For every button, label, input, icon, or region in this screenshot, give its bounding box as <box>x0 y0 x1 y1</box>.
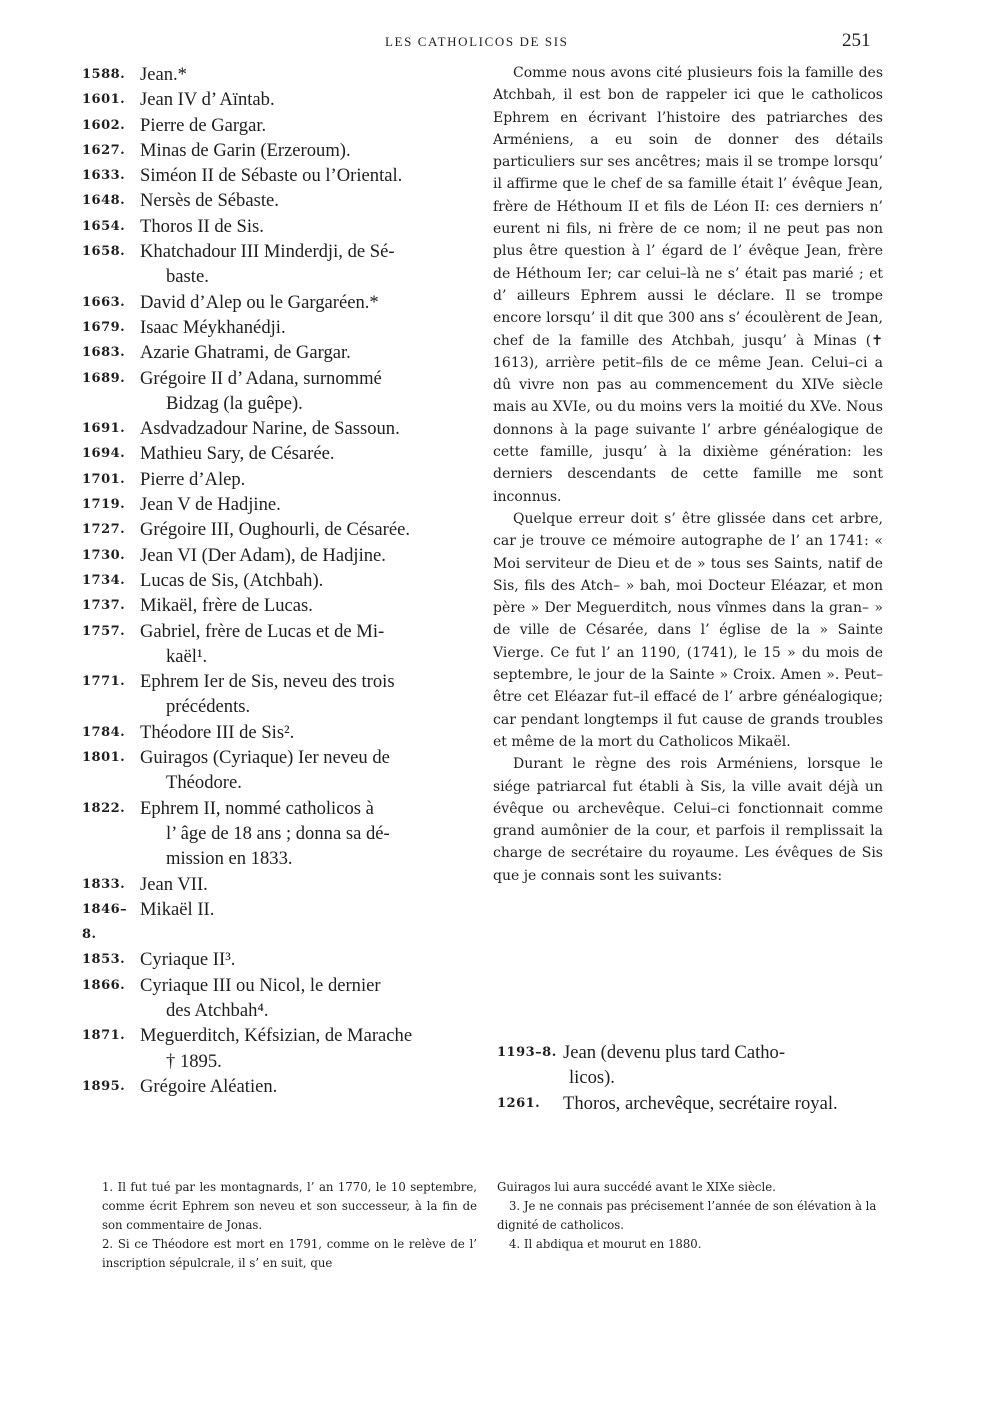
catholicos-entry-year: 1866. <box>82 977 126 993</box>
catholicos-entry-name: Jean V de Hadjine. <box>140 494 281 516</box>
catholicos-entry-year: 1601. <box>82 92 126 108</box>
catholicos-entry-text <box>140 745 477 796</box>
catholicos-entry-year: 1701. <box>82 471 126 487</box>
catholicos-entry-name: Jean.* <box>140 64 187 85</box>
footnote-2-continued: Guiragos lui aura succédé avant le XIXe siècle. <box>497 1180 776 1194</box>
catholicos-entry <box>82 113 477 138</box>
catholicos-entry-text <box>140 340 477 365</box>
catholicos-entry <box>82 441 477 466</box>
catholicos-entry <box>82 87 477 112</box>
catholicos-entry-text <box>140 87 477 112</box>
bishops-list <box>497 1040 889 1116</box>
catholicos-entry-text <box>140 188 477 213</box>
catholicos-entry <box>82 290 477 315</box>
catholicos-entry-text <box>140 619 477 670</box>
catholicos-entry <box>82 543 477 568</box>
catholicos-entry-name: Isaac Méykhanédji. <box>140 316 286 338</box>
catholicos-entry-name: Khatchadour III Minderdji, de Sé- <box>140 241 395 263</box>
catholicos-entry <box>82 467 477 492</box>
page-number: 251 <box>842 30 871 51</box>
catholicos-entry <box>82 366 477 417</box>
catholicos-list <box>82 62 477 1099</box>
catholicos-entry <box>82 1074 477 1099</box>
catholicos-entry-year: 1719. <box>82 497 126 513</box>
catholicos-entry-year: 1689. <box>82 370 126 386</box>
catholicos-entry-text <box>140 1023 477 1074</box>
catholicos-entry-text <box>140 138 477 163</box>
catholicos-entry <box>82 517 477 542</box>
catholicos-entry-name: Pierre d’Alep. <box>140 468 246 490</box>
catholicos-entry-name: Meguerditch, Kéfsizian, de Marache <box>140 1025 413 1047</box>
catholicos-entry-text <box>140 62 477 87</box>
catholicos-entry <box>82 138 477 163</box>
catholicos-entry-text <box>140 568 477 593</box>
catholicos-entry-name: Jean IV d’ Aïntab. <box>140 89 275 111</box>
paragraph-bishops-intro: Durant le règne des rois Arméniens, lorsque le siége patriarcal fut établi à Sis, la ville avait déjà un évêque ou archevêque. Celui–ci fonctionnait comme grand aumônier de la cour, et parfois il remplissait la charge de secrétaire du royaume. Les évêques de Sis que je connais sont les suivants: <box>493 756 883 884</box>
catholicos-entry <box>82 416 477 441</box>
bishop-entry <box>497 1091 889 1116</box>
catholicos-entry-text <box>140 315 477 340</box>
catholicos-entry-continuation: Théodore. <box>166 772 242 794</box>
catholicos-entry-year: 1822. <box>82 800 126 816</box>
catholicos-entry-year: 1771. <box>82 674 126 690</box>
catholicos-entry <box>82 315 477 340</box>
catholicos-entry <box>82 188 477 213</box>
catholicos-entry-name: Azarie Ghatrami, de Gargar. <box>140 342 351 364</box>
footnotes-left <box>102 1178 477 1273</box>
catholicos-entry-year: 1801. <box>82 750 126 766</box>
catholicos-entry-continuation: des Atchbah⁴. <box>166 999 269 1021</box>
catholicos-entry-name: Gabriel, frère de Lucas et de Mi- <box>140 620 385 642</box>
catholicos-entry-year: 1679. <box>82 319 126 335</box>
catholicos-entry <box>82 745 477 796</box>
catholicos-entry-name: Lucas de Sis, (Atchbah). <box>140 569 324 591</box>
catholicos-entry-text <box>140 492 477 517</box>
catholicos-entry-text <box>140 543 477 568</box>
bishop-entry <box>497 1040 889 1091</box>
catholicos-entry-name: Ephrem Ier de Sis, neveu des trois <box>140 671 395 693</box>
catholicos-entry-name: Grégoire III, Oughourli, de Césarée. <box>140 519 411 541</box>
catholicos-entry-year: 1833. <box>82 876 126 892</box>
catholicos-entry-name: Cyriaque II³. <box>140 949 236 971</box>
catholicos-entry-text <box>140 517 477 542</box>
catholicos-entry-text <box>140 467 477 492</box>
catholicos-entry-name: Jean VII. <box>140 873 208 895</box>
catholicos-entry-name: Pierre de Gargar. <box>140 114 267 136</box>
bishop-entry-year: 1193–8. <box>497 1045 557 1060</box>
catholicos-entry <box>82 973 477 1024</box>
page-header <box>0 30 1000 54</box>
catholicos-entry-year: 1694. <box>82 446 126 462</box>
catholicos-entry-year: 1846–8. <box>82 901 128 943</box>
catholicos-entry-year: 1784. <box>82 724 126 740</box>
catholicos-entry-year: 1633. <box>82 168 126 184</box>
catholicos-entry-text <box>140 214 477 239</box>
catholicos-entry-continuation: † 1895. <box>166 1050 222 1072</box>
catholicos-entry <box>82 947 477 972</box>
catholicos-entry-name: Ephrem II, nommé catholicos à <box>140 797 374 819</box>
catholicos-entry <box>82 239 477 290</box>
catholicos-entry-continuation: précédents. <box>166 696 251 718</box>
catholicos-entry <box>82 669 477 720</box>
catholicos-entry-name: Mikaël, frère de Lucas. <box>140 595 313 617</box>
catholicos-entry-name: Thoros II de Sis. <box>140 215 264 237</box>
catholicos-entry-name: David d’Alep ou le Gargaréen.* <box>140 291 379 313</box>
catholicos-entry-name: Grégoire Aléatien. <box>140 1075 278 1097</box>
catholicos-entry <box>82 568 477 593</box>
catholicos-entry-text <box>140 366 477 417</box>
catholicos-entry-year: 1730. <box>82 547 126 563</box>
catholicos-entry-year: 1895. <box>82 1078 126 1094</box>
catholicos-entry-text <box>140 163 477 188</box>
catholicos-entry-text <box>140 973 477 1024</box>
catholicos-entry-year: 1737. <box>82 598 126 614</box>
catholicos-entry-continuation: l’ âge de 18 ans ; donna sa dé- <box>166 822 390 844</box>
catholicos-entry <box>82 1023 477 1074</box>
catholicos-entry <box>82 62 477 87</box>
catholicos-entry-name: Jean VI (Der Adam), de Hadjine. <box>140 544 386 566</box>
footnote-1: 1. Il fut tué par les montagnards, l’ an 1770, le 10 septembre, comme écrit Ephrem son neveu et son successeur, à la fin de son commentaire de Jonas. <box>102 1180 477 1232</box>
catholicos-entry-text <box>140 872 477 897</box>
catholicos-entry <box>82 492 477 517</box>
catholicos-entry-text <box>140 239 477 290</box>
bishop-entry-text <box>563 1040 889 1091</box>
catholicos-entry-text <box>140 1074 477 1099</box>
footnote-2: 2. Si ce Théodore est mort en 1791, comme on le relève de l’ inscription sépulcrale, il s’ en suit, que <box>102 1237 477 1270</box>
catholicos-entry-year: 1691. <box>82 421 126 437</box>
catholicos-entry-year: 1648. <box>82 193 126 209</box>
catholicos-entry-name: Théodore III de Sis². <box>140 721 295 743</box>
bishop-entry-year: 1261. <box>497 1095 541 1111</box>
catholicos-entry <box>82 796 477 872</box>
bishop-entry-name: Jean (devenu plus tard Catho- <box>563 1042 786 1063</box>
footnote-3: 3. Je ne connais pas précisement l’année de son élévation à la dignité de catholicos. <box>497 1199 877 1232</box>
catholicos-entry-text <box>140 593 477 618</box>
catholicos-entry-year: 1871. <box>82 1028 126 1044</box>
catholicos-entry-year: 1654. <box>82 218 126 234</box>
catholicos-entry-text <box>140 113 477 138</box>
commentary-column <box>493 62 883 887</box>
catholicos-entry-name: Guiragos (Cyriaque) Ier neveu de <box>140 747 390 769</box>
catholicos-entry-continuation: mission en 1833. <box>166 848 293 870</box>
catholicos-entry-year: 1734. <box>82 572 126 588</box>
catholicos-entry-year: 1853. <box>82 952 126 968</box>
catholicos-entry-name: Siméon II de Sébaste ou l’Oriental. <box>140 165 403 187</box>
catholicos-entry <box>82 872 477 897</box>
bishop-entry-name: Thoros, archevêque, secrétaire royal. <box>563 1092 838 1114</box>
catholicos-entry-text <box>140 290 477 315</box>
catholicos-entry-name: Cyriaque III ou Nicol, le dernier <box>140 974 381 996</box>
catholicos-entry-name: Grégoire II d’ Adana, surnommé <box>140 367 382 389</box>
catholicos-entry-text <box>140 441 477 466</box>
catholicos-entry-name: Asdvadzadour Narine, de Sassoun. <box>140 418 400 440</box>
catholicos-entry-year: 1602. <box>82 117 126 133</box>
catholicos-entry-continuation: Bidzag (la guêpe). <box>166 392 303 414</box>
catholicos-entry-year: 1627. <box>82 142 126 158</box>
catholicos-entry-year: 1683. <box>82 345 126 361</box>
footnote-4: 4. Il abdiqua et mourut en 1880. <box>509 1237 702 1251</box>
catholicos-entry-text <box>140 416 477 441</box>
catholicos-entry-year: 1658. <box>82 244 126 260</box>
catholicos-entry-year: 1663. <box>82 294 126 310</box>
catholicos-entry-name: Mikaël II. <box>140 898 215 920</box>
paragraph-atchbah-family: Comme nous avons cité plusieurs fois la famille des Atchbah, il est bon de rappeler ici que le catholicos Ephrem en écrivant l’histoire des patriarches des Arméniens, a eu soin de donner des détails particuliers sur ses ancêtres; mais il se trompe lorsqu’ il affirme que le chef de sa famille était l’ évêque Jean, frère de Héthoum II et fils de Léon II: ces derniers n’ eurent ni fils, ni frère de ce nom; il ne peut pas non plus être question à l’ égard de l’ évêque Jean, frère de Héthoum Ier; car celui–là ne s’ était pas marié ; et d’ ailleurs Ephrem aussi le déclare. Il se trompe encore lorsqu’ il dit que 300 ans s’ écoulèrent de Jean, chef de la famille des Atchbah, jusqu’ à Minas (✝ 1613), arrière petit–fils de ce même Jean. Celui–ci a dû vivre non pas au commencement du XIVe siècle mais au XVIe, ou du moins vers la moitié du XVe. Nous donnons à la page suivante l’ arbre généalogique de cette famille, jusqu’ à la dixième génération: les derniers descendants de cette famille me sont inconnus. <box>493 65 883 505</box>
catholicos-entry-text <box>140 796 477 872</box>
catholicos-entry-year: 1588. <box>82 67 126 82</box>
bishop-entry-text <box>563 1091 889 1116</box>
catholicos-entry <box>82 720 477 745</box>
catholicos-entry-text <box>140 669 477 720</box>
catholicos-entry-year: 1727. <box>82 522 126 538</box>
bishop-entry-continuation: licos). <box>569 1067 615 1089</box>
catholicos-entry <box>82 163 477 188</box>
catholicos-entry-text <box>140 720 477 745</box>
catholicos-entry-name: Minas de Garin (Erzeroum). <box>140 139 351 161</box>
catholicos-entry-name: Mathieu Sary, de Césarée. <box>140 443 335 465</box>
catholicos-entry-year: 1757. <box>82 623 126 639</box>
catholicos-entry-continuation: baste. <box>166 266 209 288</box>
running-title: LES CATHOLICOS DE SIS <box>385 34 569 49</box>
catholicos-entry <box>82 619 477 670</box>
paragraph-eleazar-memoir: Quelque erreur doit s’ être glissée dans cet arbre, car je trouve ce mémoire autographe de l’ an 1741: « Moi serviteur de Dieu et de » tous ses Saints, natif de Sis, fils des Atch– » bah, moi Docteur Eléazar, et mon père » Der Meguerditch, nous vînmes dans la gran– » de ville de Césarée, dans l’ église de la » Sainte Vierge. Ce fut l’ an 1190, (1741), le 15 » du mois de septembre, le jour de la Sainte » Croix. Amen ». Peut–être cet Eléazar fut–il effacé de l’ arbre généalogique; car pendant longtemps il fut cause de grands troubles et même de la mort du Catholicos Mikaël. <box>493 510 883 750</box>
catholicos-entry-name: Nersès de Sébaste. <box>140 190 279 212</box>
catholicos-entry <box>82 897 477 948</box>
catholicos-entry-text <box>140 897 477 948</box>
catholicos-entry <box>82 340 477 365</box>
catholicos-entry <box>82 593 477 618</box>
catholicos-entry <box>82 214 477 239</box>
catholicos-entry-continuation: kaël¹. <box>166 645 208 667</box>
footnotes-right <box>497 1178 887 1254</box>
catholicos-entry-text <box>140 947 477 972</box>
